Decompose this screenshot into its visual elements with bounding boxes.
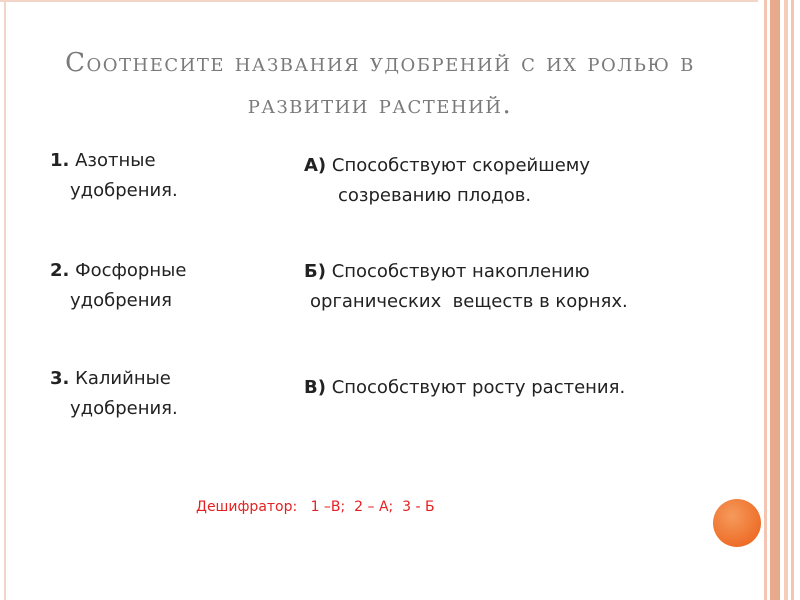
cipher-answer: Дешифратор: 1 –В; 2 – А; 3 - Б (196, 499, 435, 515)
item-text-line1: Азотные (75, 150, 156, 171)
top-border-line (0, 0, 760, 2)
orange-circle-decoration (713, 499, 761, 547)
fertilizer-item-2 (50, 256, 280, 316)
item-text-line1: Способствуют накоплению (331, 261, 590, 282)
left-border-line (4, 0, 6, 600)
item-text-line1: Фосфорные (75, 260, 187, 281)
right-border-stripes (758, 0, 800, 600)
item-number: 3. (50, 368, 70, 389)
item-letter: Б) (304, 261, 326, 282)
item-text-line1: Способствуют росту растения. (331, 377, 626, 398)
item-number: 1. (50, 150, 70, 171)
item-text-line2: созреванию плодов. (338, 185, 532, 206)
slide-title: Соотнесите названия удобрений с их ролью в развитии растений. (65, 48, 695, 120)
item-text-line1: Способствуют скорейшему (331, 155, 591, 176)
item-letter: А) (304, 155, 327, 176)
item-text-line2: органических веществ в корнях. (310, 291, 628, 312)
item-text-line2: удобрения (70, 290, 173, 311)
role-item-b (304, 257, 724, 317)
item-text-line2: удобрения. (70, 180, 178, 201)
role-item-a (304, 151, 724, 211)
item-letter: В) (304, 377, 326, 398)
fertilizer-item-3 (50, 364, 280, 424)
item-number: 2. (50, 260, 70, 281)
item-text-line1: Калийные (75, 368, 171, 389)
fertilizer-item-1 (50, 146, 280, 206)
role-item-c (304, 373, 724, 403)
item-text-line2: удобрения. (70, 398, 178, 419)
